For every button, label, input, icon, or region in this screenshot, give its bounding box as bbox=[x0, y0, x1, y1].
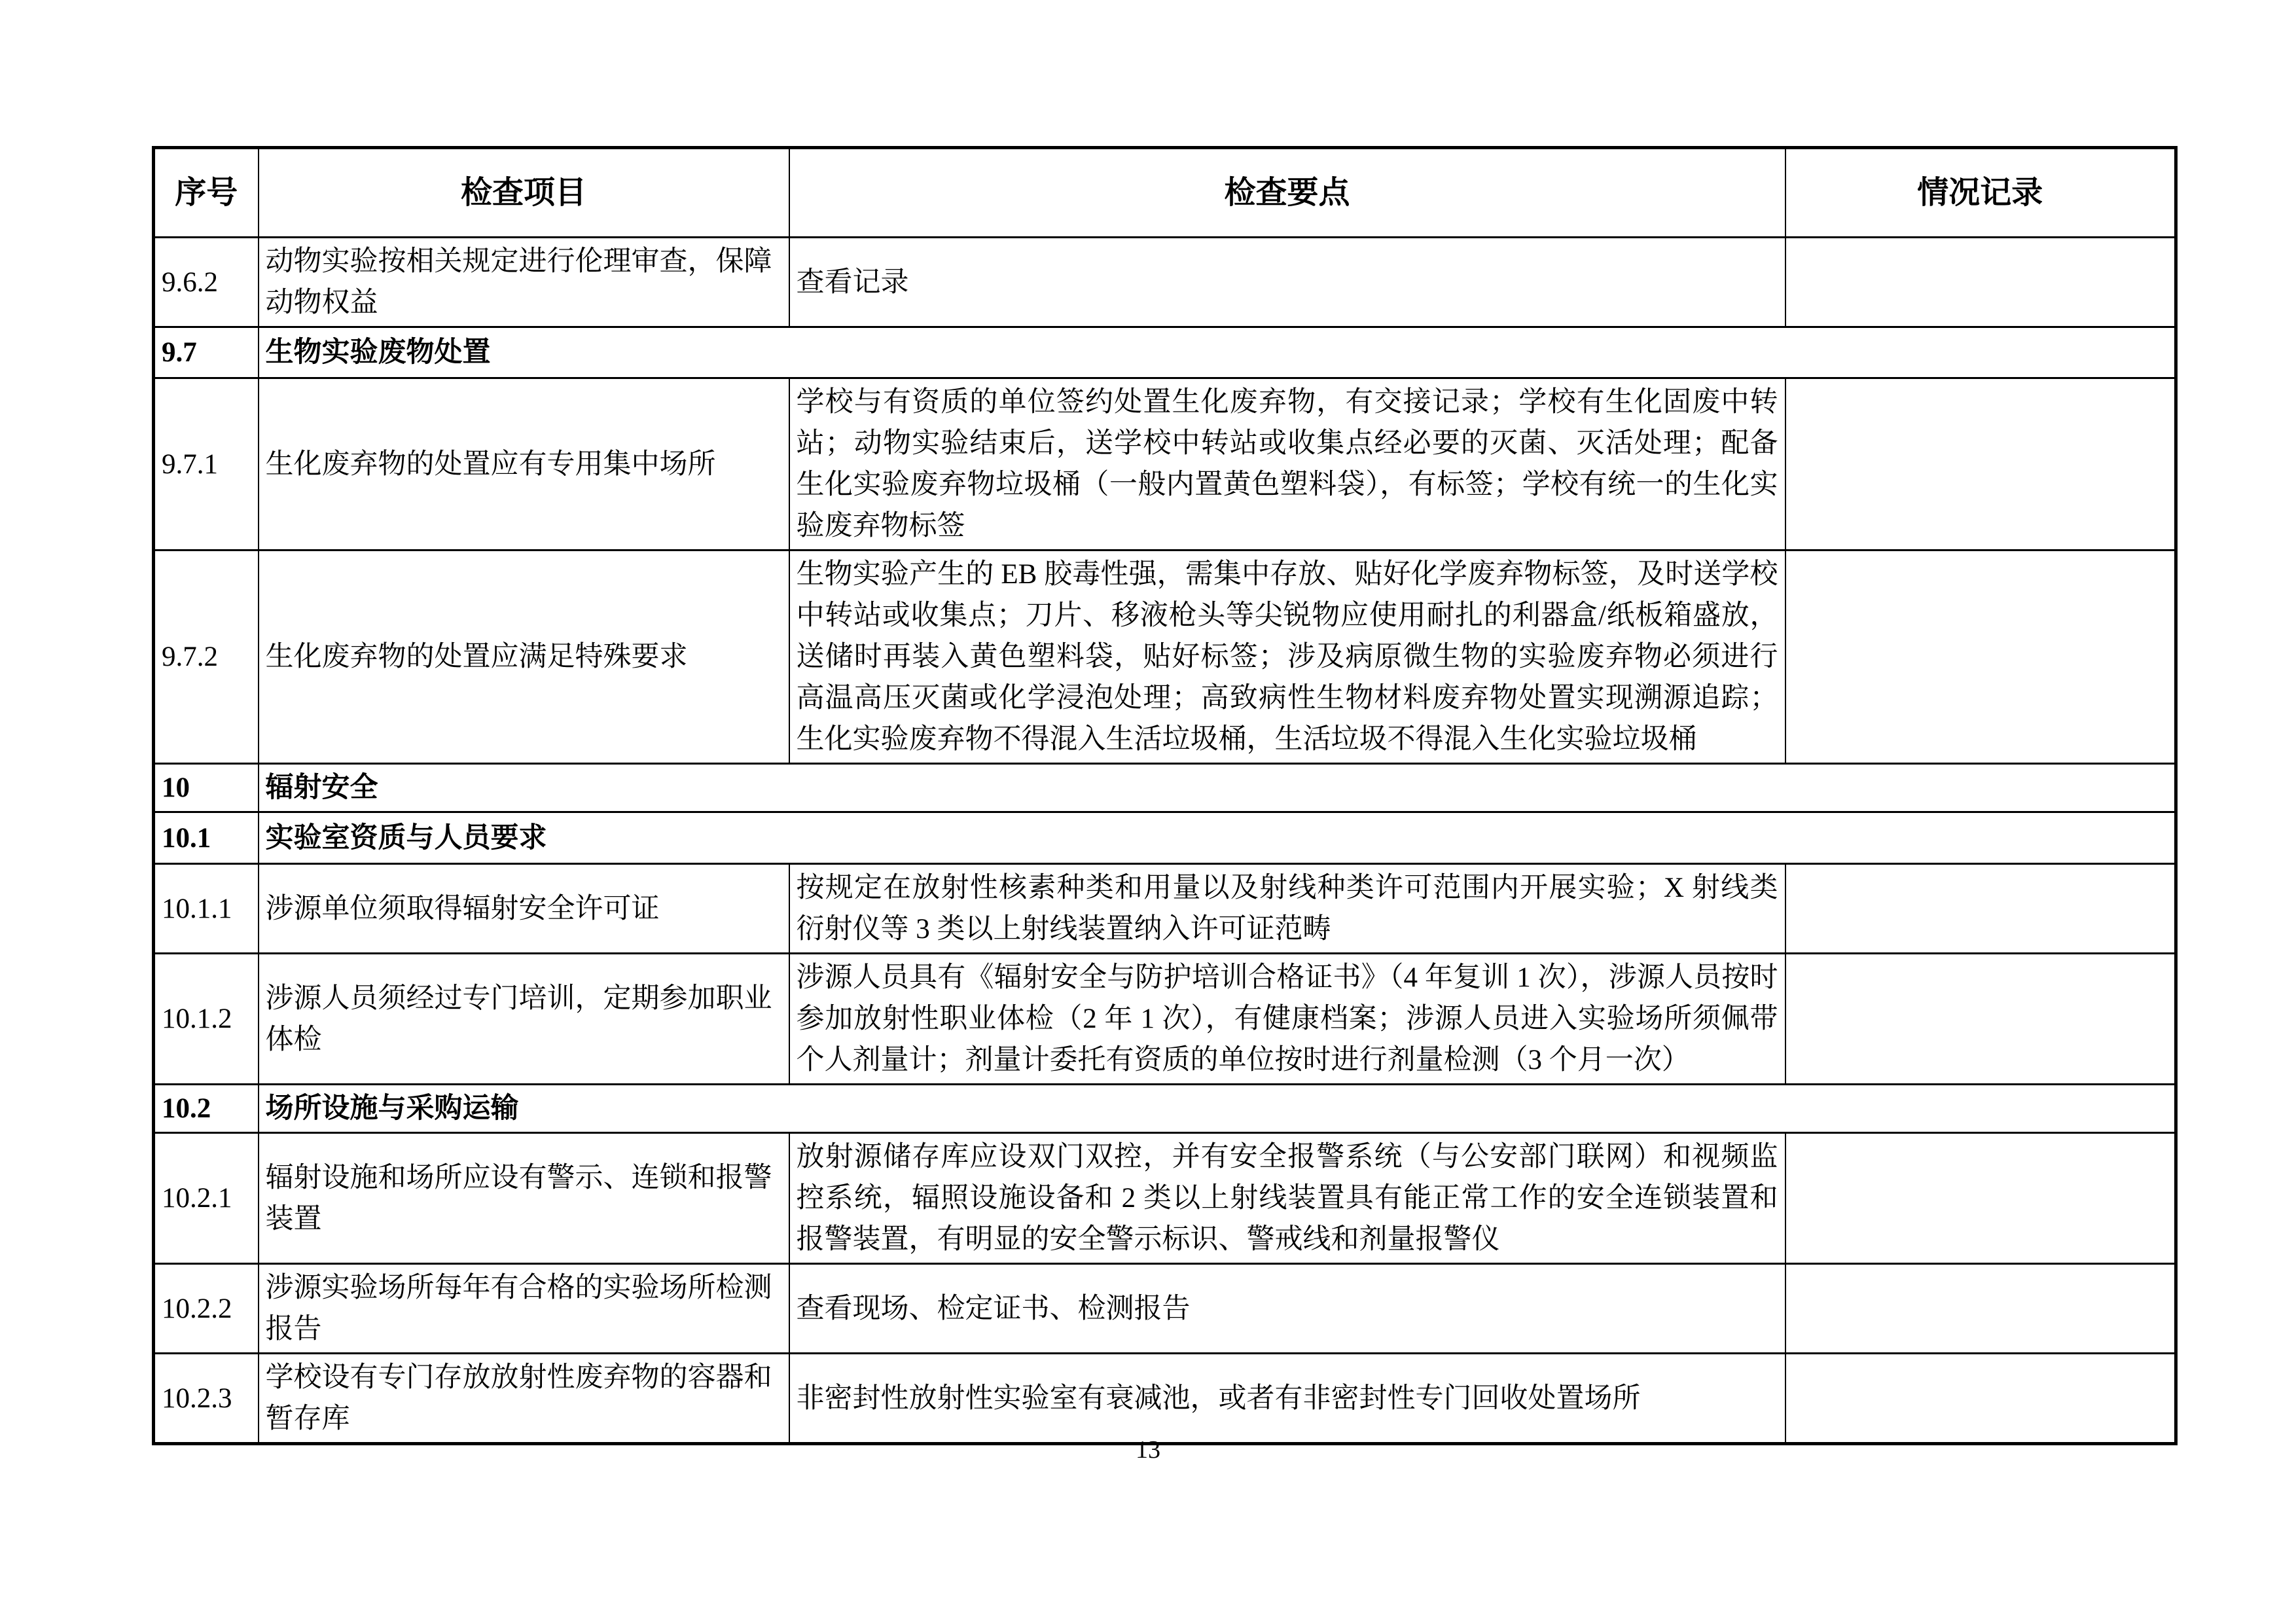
header-points: 检查要点 bbox=[789, 148, 1785, 238]
section-title-cell: 场所设施与采购运输 bbox=[259, 1085, 2176, 1133]
table-row bbox=[154, 378, 2176, 550]
row-no: 9.7.2 bbox=[154, 550, 259, 764]
item-cell: 生化废弃物的处置应满足特殊要求 bbox=[259, 550, 789, 764]
row-no: 10 bbox=[154, 764, 259, 812]
table-row bbox=[154, 1264, 2176, 1354]
record-cell bbox=[1785, 1133, 2176, 1264]
points-cell: 非密封性放射性实验室有衰减池，或者有非密封性专门回收处置场所 bbox=[789, 1354, 1785, 1444]
item-cell: 动物实验按相关规定进行伦理审查，保障动物权益 bbox=[259, 238, 789, 327]
record-cell bbox=[1785, 954, 2176, 1085]
table-row bbox=[154, 864, 2176, 954]
points-cell: 查看现场、检定证书、检测报告 bbox=[789, 1264, 1785, 1354]
row-no: 10.2 bbox=[154, 1085, 259, 1133]
header-no: 序号 bbox=[154, 148, 259, 238]
section-row bbox=[154, 812, 2176, 864]
record-cell bbox=[1785, 550, 2176, 764]
table-row bbox=[154, 1354, 2176, 1444]
points-cell: 按规定在放射性核素种类和用量以及射线种类许可范围内开展实验；X 射线类衍射仪等 3 类以上射线装置纳入许可证范畴 bbox=[789, 864, 1785, 954]
record-cell bbox=[1785, 1354, 2176, 1444]
row-no: 10.1 bbox=[154, 812, 259, 864]
points-cell: 生物实验产生的 EB 胶毒性强，需集中存放、贴好化学废弃物标签，及时送学校中转站或收集点；刀片、移液枪头等尖锐物应使用耐扎的利器盒/纸板箱盛放，送储时再装入黄色塑料袋，贴好标签；涉及病原微生物的实验废弃物必须进行高温高压灭菌或化学浸泡处理；高致病性生物材料废弃物处置实现溯源追踪；生化实验废弃物不得混入生活垃圾桶，生活垃圾不得混入生化实验垃圾桶 bbox=[789, 550, 1785, 764]
item-cell: 涉源人员须经过专门培训，定期参加职业体检 bbox=[259, 954, 789, 1085]
section-title-cell: 生物实验废物处置 bbox=[259, 327, 2176, 378]
section-row bbox=[154, 327, 2176, 378]
row-no: 10.2.1 bbox=[154, 1133, 259, 1264]
item-cell: 涉源单位须取得辐射安全许可证 bbox=[259, 864, 789, 954]
row-no: 10.1.1 bbox=[154, 864, 259, 954]
section-row bbox=[154, 1085, 2176, 1133]
record-cell bbox=[1785, 864, 2176, 954]
item-cell: 涉源实验场所每年有合格的实验场所检测报告 bbox=[259, 1264, 789, 1354]
item-cell: 辐射设施和场所应设有警示、连锁和报警装置 bbox=[259, 1133, 789, 1264]
item-cell: 生化废弃物的处置应有专用集中场所 bbox=[259, 378, 789, 550]
row-no: 9.7.1 bbox=[154, 378, 259, 550]
inspection-table bbox=[152, 146, 2178, 1445]
points-cell: 学校与有资质的单位签约处置生化废弃物，有交接记录；学校有生化固废中转站；动物实验结束后，送学校中转站或收集点经必要的灭菌、灭活处理；配备生化实验废弃物垃圾桶（一般内置黄色塑料袋），有标签；学校有统一的生化实验废弃物标签 bbox=[789, 378, 1785, 550]
row-no: 9.7 bbox=[154, 327, 259, 378]
table-row bbox=[154, 550, 2176, 764]
row-no: 10.2.2 bbox=[154, 1264, 259, 1354]
record-cell bbox=[1785, 1264, 2176, 1354]
row-no: 9.6.2 bbox=[154, 238, 259, 327]
item-cell: 学校设有专门存放放射性废弃物的容器和暂存库 bbox=[259, 1354, 789, 1444]
table-row bbox=[154, 238, 2176, 327]
header-item: 检查项目 bbox=[259, 148, 789, 238]
table-header-row bbox=[154, 148, 2176, 238]
points-cell: 涉源人员具有《辐射安全与防护培训合格证书》（4 年复训 1 次），涉源人员按时参加放射性职业体检（2 年 1 次），有健康档案；涉源人员进入实验场所须佩带个人剂量计；剂量计委托有资质的单位按时进行剂量检测（3 个月一次） bbox=[789, 954, 1785, 1085]
record-cell bbox=[1785, 378, 2176, 550]
table-row bbox=[154, 954, 2176, 1085]
points-cell: 放射源储存库应设双门双控，并有安全报警系统（与公安部门联网）和视频监控系统，辐照设施设备和 2 类以上射线装置具有能正常工作的安全连锁装置和报警装置，有明显的安全警示标识、警戒线和剂量报警仪 bbox=[789, 1133, 1785, 1264]
section-title-cell: 辐射安全 bbox=[259, 764, 2176, 812]
points-cell: 查看记录 bbox=[789, 238, 1785, 327]
section-row bbox=[154, 764, 2176, 812]
row-no: 10.2.3 bbox=[154, 1354, 259, 1444]
table-row bbox=[154, 1133, 2176, 1264]
page-number: 13 bbox=[1136, 1436, 1160, 1464]
row-no: 10.1.2 bbox=[154, 954, 259, 1085]
header-record: 情况记录 bbox=[1785, 148, 2176, 238]
section-title-cell: 实验室资质与人员要求 bbox=[259, 812, 2176, 864]
record-cell bbox=[1785, 238, 2176, 327]
